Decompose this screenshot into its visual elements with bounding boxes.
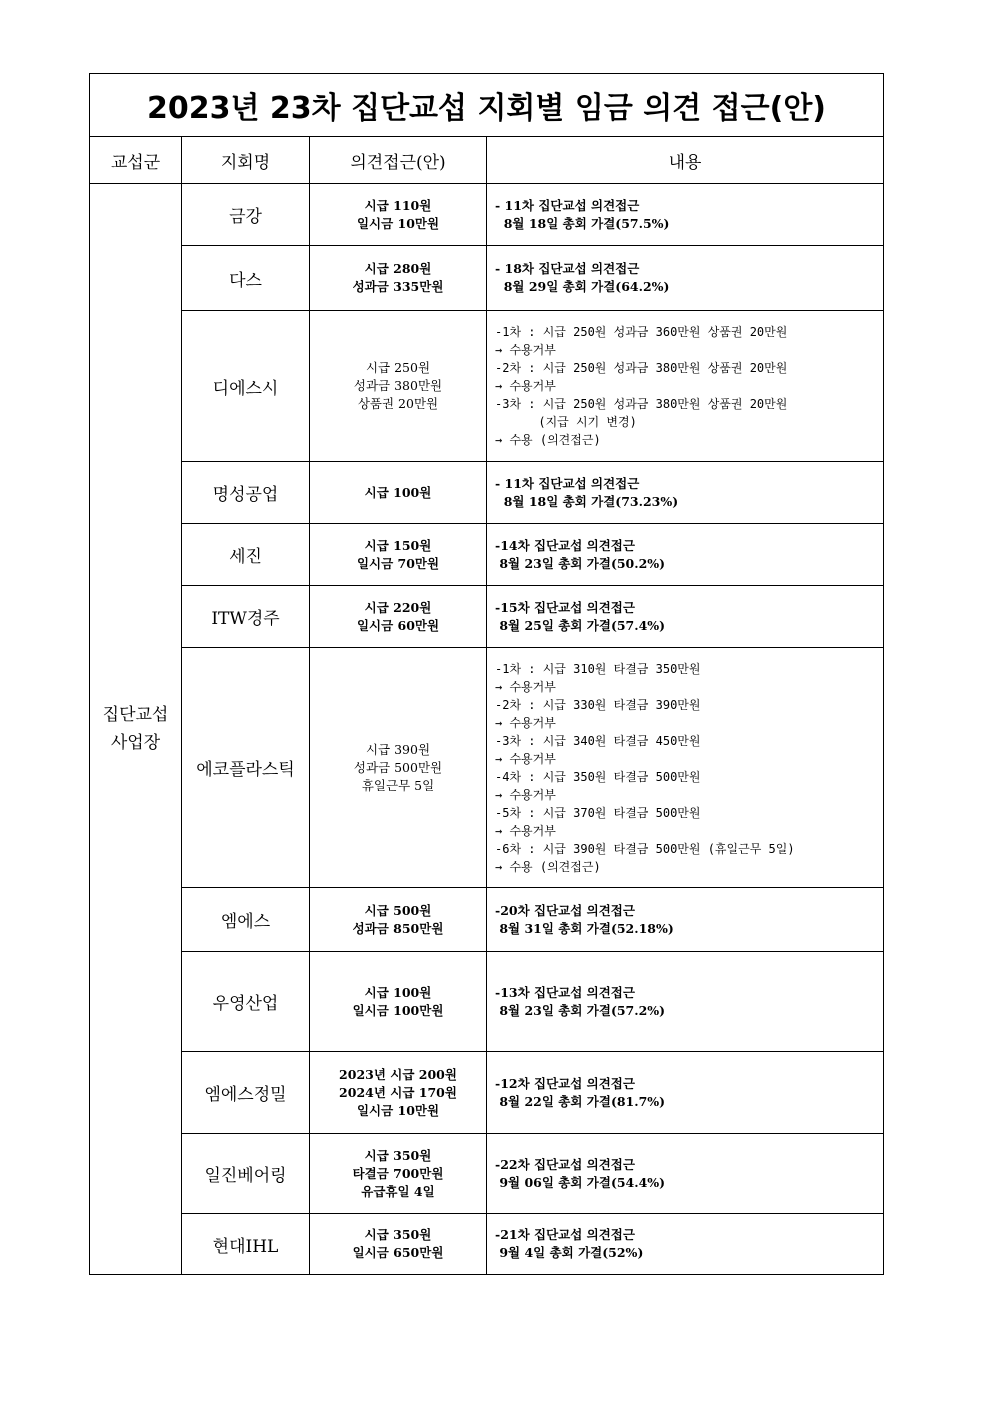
offer-line: 휴일근무 5일 — [361, 777, 435, 793]
content-line: -1차 : 시급 310원 타결금 350만원 — [495, 661, 701, 676]
offer-line: 시급 100원 — [364, 984, 432, 1000]
offer-line: 2023년 시급 200원 — [339, 1066, 457, 1082]
content-line: → 수용거부 — [495, 343, 556, 357]
content-line: → 수용 (의견접근) — [495, 859, 601, 874]
content-line: 8월 18일 총회 가결(73.23%) — [495, 493, 679, 509]
offer-cell — [310, 524, 487, 586]
content-line: 8월 29일 총회 가결(64.2%) — [495, 279, 670, 294]
content-cell — [487, 586, 884, 648]
offer-cell — [310, 1214, 487, 1275]
content-line: - 18차 집단교섭 의견접근 — [495, 261, 640, 276]
offer-line: 일시금 60만원 — [356, 617, 440, 633]
offer-line: 타결금 700만원 — [352, 1165, 444, 1181]
offer-line: 시급 250원 — [365, 360, 431, 375]
offer-cell — [310, 1052, 487, 1134]
content-cell — [487, 311, 884, 462]
branch-name: 우영산업 — [182, 952, 310, 1052]
content-line: -3차 : 시급 250원 성과금 380만원 상품권 20만원 — [495, 397, 788, 411]
offer-cell — [310, 246, 487, 311]
content-line: 8월 18일 총회 가결(57.5%) — [495, 215, 670, 231]
table-row — [90, 648, 884, 888]
header-group: 교섭군 — [90, 137, 182, 184]
offer-line: 성과금 500만원 — [353, 759, 443, 775]
branch-name: 현대IHL — [182, 1214, 310, 1275]
offer-cell — [310, 462, 487, 524]
content-line: -5차 : 시급 370원 타결금 500만원 — [495, 805, 701, 820]
offer-line: 일시금 100만원 — [352, 1002, 444, 1018]
content-line: -2차 : 시급 250원 성과금 380만원 상품권 20만원 — [495, 361, 788, 375]
content-cell — [487, 648, 884, 888]
offer-line: 시급 280원 — [364, 261, 432, 276]
table-row — [90, 888, 884, 952]
content-cell — [487, 1134, 884, 1214]
group-label-line: 집단교섭 — [102, 705, 169, 725]
content-line: → 수용거부 — [495, 379, 556, 393]
content-line: → 수용거부 — [495, 751, 556, 766]
branch-name: 금강 — [182, 184, 310, 246]
offer-cell — [310, 184, 487, 246]
branch-name: 엠에스 — [182, 888, 310, 952]
content-cell — [487, 524, 884, 586]
group-cell — [90, 184, 182, 1275]
branch-name: 명성공업 — [182, 462, 310, 524]
content-line: -6차 : 시급 390원 타결금 500만원 (휴일근무 5일) — [495, 841, 795, 856]
content-line: -12차 집단교섭 의견접근 — [495, 1075, 635, 1091]
table-row — [90, 952, 884, 1052]
content-line: - 11차 집단교섭 의견접근 — [495, 197, 640, 213]
offer-line: 시급 220원 — [364, 599, 432, 615]
offer-line: 성과금 850만원 — [352, 920, 444, 936]
offer-line: 일시금 70만원 — [356, 555, 440, 571]
offer-line: 성과금 335만원 — [352, 279, 444, 294]
header-branch: 지회명 — [182, 137, 310, 184]
content-line: 8월 23일 총회 가결(50.2%) — [495, 555, 666, 571]
content-cell — [487, 246, 884, 311]
header-offer: 의견접근(안) — [310, 137, 487, 184]
content-line: -22차 집단교섭 의견접근 — [495, 1156, 635, 1172]
branch-name: 디에스시 — [182, 311, 310, 462]
content-line: → 수용거부 — [495, 679, 556, 694]
offer-line: 일시금 10만원 — [356, 215, 440, 231]
offer-line: 시급 150원 — [364, 537, 432, 553]
content-line: → 수용거부 — [495, 715, 556, 730]
content-cell — [487, 1052, 884, 1134]
content-line: → 수용 (의견접근) — [495, 433, 601, 447]
branch-name: 세진 — [182, 524, 310, 586]
content-line: 8월 31일 총회 가결(52.18%) — [495, 920, 674, 936]
branch-name: ITW경주 — [182, 586, 310, 648]
content-cell — [487, 952, 884, 1052]
content-line: → 수용거부 — [495, 823, 556, 838]
offer-cell — [310, 311, 487, 462]
table-row — [90, 586, 884, 648]
table-row — [90, 1134, 884, 1214]
header-row — [90, 137, 884, 184]
offer-cell — [310, 952, 487, 1052]
group-label-line: 사업장 — [110, 733, 161, 753]
content-line: -13차 집단교섭 의견접근 — [495, 984, 635, 1000]
offer-line: 유급휴일 4일 — [361, 1183, 435, 1199]
table-row — [90, 1214, 884, 1275]
offer-line: 시급 110원 — [364, 197, 432, 213]
content-line: (지급 시기 변경) — [495, 415, 637, 429]
offer-line: 시급 100원 — [364, 484, 432, 500]
branch-name: 일진베어링 — [182, 1134, 310, 1214]
content-line: → 수용거부 — [495, 787, 556, 802]
branch-name: 에코플라스틱 — [182, 648, 310, 888]
content-line: -20차 집단교섭 의견접근 — [495, 902, 635, 918]
table-row — [90, 524, 884, 586]
offer-cell — [310, 1134, 487, 1214]
content-line: 9월 4일 총회 가결(52%) — [495, 1245, 644, 1260]
branch-name: 다스 — [182, 246, 310, 311]
content-line: -4차 : 시급 350원 타결금 500만원 — [495, 769, 701, 784]
offer-line: 일시금 10만원 — [356, 1102, 440, 1118]
table-row — [90, 246, 884, 311]
content-line: -21차 집단교섭 의견접근 — [495, 1227, 635, 1242]
branch-name: 엠에스정밀 — [182, 1052, 310, 1134]
document-title: 2023년 23차 집단교섭 지회별 임금 의견 접근(안) — [90, 74, 884, 137]
offer-line: 일시금 650만원 — [352, 1245, 444, 1260]
header-content: 내용 — [487, 137, 884, 184]
content-line: - 11차 집단교섭 의견접근 — [495, 475, 640, 491]
table-row — [90, 1052, 884, 1134]
table-row — [90, 184, 884, 246]
wage-agreement-table — [89, 73, 884, 1275]
content-line: -3차 : 시급 340원 타결금 450만원 — [495, 733, 701, 748]
content-line: -2차 : 시급 330원 타결금 390만원 — [495, 697, 701, 712]
content-line: -15차 집단교섭 의견접근 — [495, 599, 635, 615]
content-cell — [487, 462, 884, 524]
offer-line: 시급 500원 — [364, 902, 432, 918]
offer-line: 시급 350원 — [364, 1227, 432, 1242]
content-cell — [487, 1214, 884, 1275]
content-line: 9월 06일 총회 가결(54.4%) — [495, 1174, 666, 1190]
content-cell — [487, 184, 884, 246]
offer-cell — [310, 648, 487, 888]
table-row — [90, 462, 884, 524]
offer-line: 성과금 380만원 — [353, 378, 443, 393]
content-line: 8월 22일 총회 가결(81.7%) — [495, 1093, 666, 1109]
offer-line: 상품권 20만원 — [357, 396, 439, 411]
content-line: 8월 23일 총회 가결(57.2%) — [495, 1002, 666, 1018]
offer-line: 시급 390원 — [365, 741, 431, 757]
offer-cell — [310, 586, 487, 648]
content-line: -14차 집단교섭 의견접근 — [495, 537, 635, 553]
content-line: -1차 : 시급 250원 성과금 360만원 상품권 20만원 — [495, 325, 788, 339]
offer-line: 2024년 시급 170원 — [339, 1084, 457, 1100]
content-line: 8월 25일 총회 가결(57.4%) — [495, 617, 666, 633]
offer-line: 시급 350원 — [364, 1147, 432, 1163]
table-row — [90, 311, 884, 462]
content-cell — [487, 888, 884, 952]
offer-cell — [310, 888, 487, 952]
